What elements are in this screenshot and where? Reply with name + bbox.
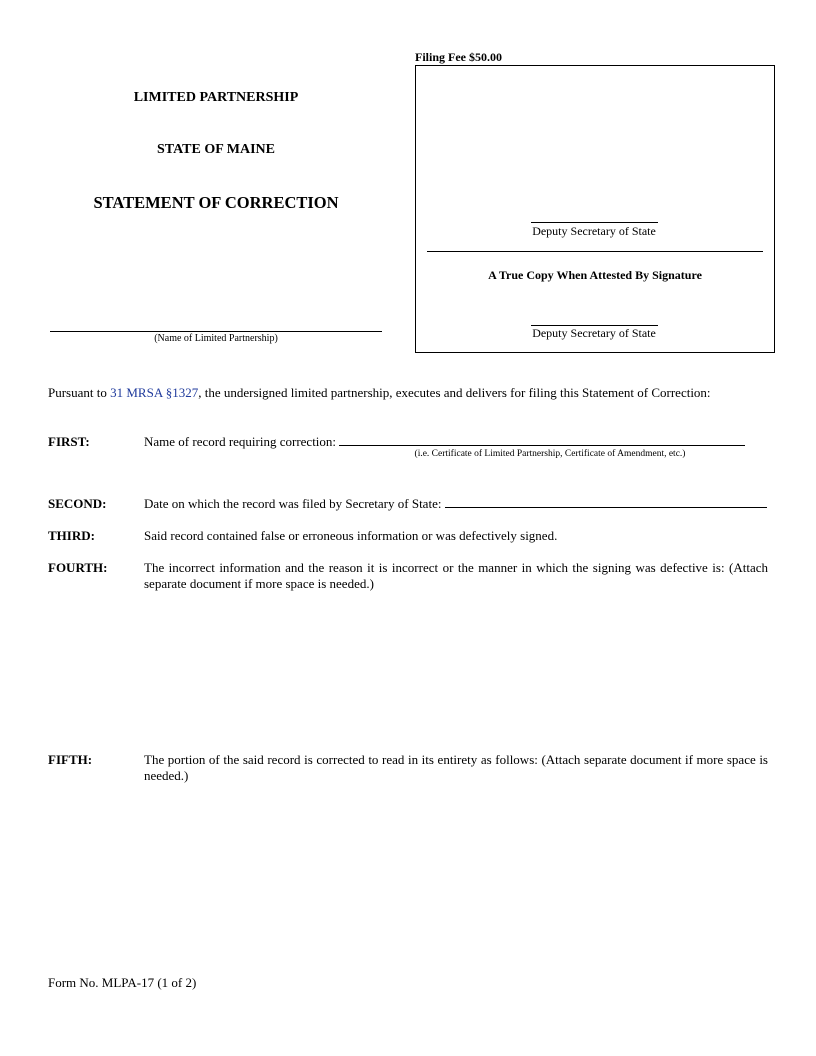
second-label: SECOND: — [48, 496, 107, 511]
deputy-caption-bottom: Deputy Secretary of State — [532, 326, 656, 340]
first-text: Name of record requiring correction: — [144, 434, 340, 449]
second-text: Date on which the record was filed by Secretary of State: — [144, 496, 445, 511]
deputy-caption-top: Deputy Secretary of State — [532, 224, 656, 238]
fifth-label: FIFTH: — [48, 752, 93, 767]
first-label: FIRST: — [48, 434, 90, 449]
pursuant-prefix: Pursuant to — [48, 385, 111, 400]
filing-box-divider — [427, 251, 763, 252]
filing-date-input[interactable] — [445, 496, 767, 508]
second-row — [144, 496, 767, 512]
form-title-statement: STATEMENT OF CORRECTION — [93, 193, 339, 212]
third-label: THIRD: — [48, 528, 95, 543]
pursuant-suffix: , the undersigned limited partnership, executes and delivers for filing this Statement of Correction: — [198, 385, 711, 400]
record-name-input[interactable] — [339, 434, 745, 446]
first-hint: (i.e. Certificate of Limited Partnership, Certificate of Amendment, etc.) — [414, 449, 686, 459]
deputy-signature-line-top — [531, 222, 658, 223]
first-row — [144, 434, 745, 450]
filing-fee: Filing Fee $50.00 — [415, 50, 502, 64]
filing-box — [415, 65, 775, 353]
pursuant-paragraph — [48, 385, 711, 401]
fourth-text: The incorrect information and the reason it is incorrect or the manner in which the signing was defective is: (Attach separate document if more space is needed.) — [144, 560, 768, 591]
fifth-text: The portion of the said record is corrected to read in its entirety as follows: (Attach separate document if more space is needed.) — [144, 752, 768, 783]
true-copy-label: A True Copy When Attested By Signature — [488, 268, 702, 282]
third-text: Said record contained false or erroneous information or was defectively signed. — [144, 528, 558, 543]
fourth-label: FOURTH: — [48, 560, 108, 575]
form-title-limited-partnership: LIMITED PARTNERSHIP — [133, 90, 299, 105]
partnership-name-field[interactable] — [50, 331, 382, 332]
statute-link[interactable]: 31 MRSA §1327 — [110, 385, 199, 400]
form-number: Form No. MLPA-17 (1 of 2) — [48, 975, 197, 990]
form-title-state: STATE OF MAINE — [157, 142, 275, 157]
partnership-name-caption: (Name of Limited Partnership) — [154, 333, 278, 344]
